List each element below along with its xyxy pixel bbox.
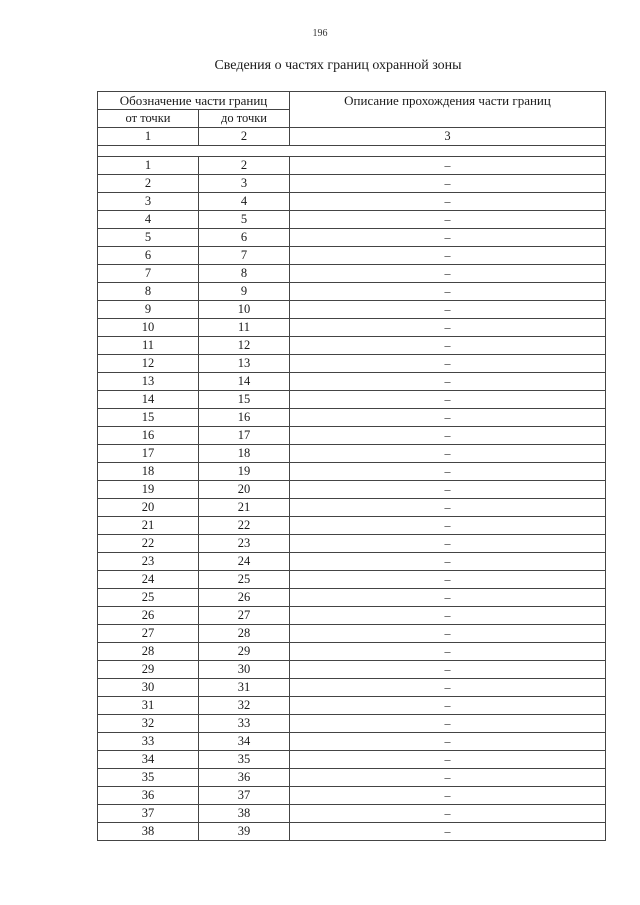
table-row bbox=[98, 733, 606, 751]
page-title: Сведения о частях границ охранной зоны bbox=[214, 58, 462, 73]
description-cell: – bbox=[290, 805, 606, 823]
table-row bbox=[98, 535, 606, 553]
to-point-cell: 32 bbox=[199, 697, 290, 715]
to-point-cell: 14 bbox=[199, 373, 290, 391]
to-point-cell: 31 bbox=[199, 679, 290, 697]
table-row bbox=[98, 823, 606, 841]
table-row bbox=[98, 607, 606, 625]
to-point-cell: 18 bbox=[199, 445, 290, 463]
description-cell: – bbox=[290, 319, 606, 337]
from-point-cell: 36 bbox=[98, 787, 199, 805]
table-row bbox=[98, 157, 606, 175]
table-row bbox=[98, 391, 606, 409]
from-point-cell: 23 bbox=[98, 553, 199, 571]
description-cell: – bbox=[290, 373, 606, 391]
to-point-cell: 16 bbox=[199, 409, 290, 427]
table-row bbox=[98, 301, 606, 319]
description-cell: – bbox=[290, 589, 606, 607]
table-row bbox=[98, 463, 606, 481]
to-point-cell: 28 bbox=[199, 625, 290, 643]
from-point-cell: 20 bbox=[98, 499, 199, 517]
from-point-cell: 2 bbox=[98, 175, 199, 193]
from-point-cell: 10 bbox=[98, 319, 199, 337]
to-point-cell: 8 bbox=[199, 265, 290, 283]
to-point-cell: 23 bbox=[199, 535, 290, 553]
description-cell: – bbox=[290, 337, 606, 355]
to-point-header: до точки bbox=[199, 110, 290, 128]
column-index-cell: 1 bbox=[98, 128, 199, 146]
description-cell: – bbox=[290, 481, 606, 499]
table-row bbox=[98, 571, 606, 589]
description-cell: – bbox=[290, 787, 606, 805]
to-point-cell: 24 bbox=[199, 553, 290, 571]
from-point-cell: 25 bbox=[98, 589, 199, 607]
to-point-cell: 21 bbox=[199, 499, 290, 517]
to-point-cell: 33 bbox=[199, 715, 290, 733]
from-point-cell: 33 bbox=[98, 733, 199, 751]
table-row bbox=[98, 517, 606, 535]
from-point-cell: 26 bbox=[98, 607, 199, 625]
table-row bbox=[98, 697, 606, 715]
description-cell: – bbox=[290, 607, 606, 625]
table-row bbox=[98, 643, 606, 661]
description-cell: – bbox=[290, 283, 606, 301]
description-cell: – bbox=[290, 643, 606, 661]
from-point-cell: 37 bbox=[98, 805, 199, 823]
from-point-cell: 6 bbox=[98, 247, 199, 265]
description-cell: – bbox=[290, 445, 606, 463]
table-row bbox=[98, 211, 606, 229]
to-point-cell: 9 bbox=[199, 283, 290, 301]
to-point-cell: 22 bbox=[199, 517, 290, 535]
from-point-cell: 18 bbox=[98, 463, 199, 481]
table-row bbox=[98, 283, 606, 301]
table-row bbox=[98, 553, 606, 571]
from-point-cell: 22 bbox=[98, 535, 199, 553]
boundary-designation-header: Обозначение части границ bbox=[98, 92, 290, 110]
from-point-cell: 1 bbox=[98, 157, 199, 175]
from-point-cell: 30 bbox=[98, 679, 199, 697]
description-cell: – bbox=[290, 427, 606, 445]
from-point-cell: 13 bbox=[98, 373, 199, 391]
to-point-cell: 12 bbox=[199, 337, 290, 355]
description-cell: – bbox=[290, 751, 606, 769]
description-cell: – bbox=[290, 499, 606, 517]
description-cell: – bbox=[290, 715, 606, 733]
table-row bbox=[98, 769, 606, 787]
from-point-cell: 16 bbox=[98, 427, 199, 445]
spacer-row bbox=[98, 146, 606, 157]
from-point-cell: 9 bbox=[98, 301, 199, 319]
table-row bbox=[98, 229, 606, 247]
from-point-cell: 3 bbox=[98, 193, 199, 211]
from-point-cell: 29 bbox=[98, 661, 199, 679]
table-row bbox=[98, 679, 606, 697]
to-point-cell: 35 bbox=[199, 751, 290, 769]
description-cell: – bbox=[290, 679, 606, 697]
to-point-cell: 2 bbox=[199, 157, 290, 175]
from-point-cell: 4 bbox=[98, 211, 199, 229]
description-cell: – bbox=[290, 211, 606, 229]
to-point-cell: 11 bbox=[199, 319, 290, 337]
boundaries-table bbox=[97, 91, 606, 841]
description-cell: – bbox=[290, 535, 606, 553]
table-row bbox=[98, 427, 606, 445]
description-cell: – bbox=[290, 157, 606, 175]
to-point-cell: 39 bbox=[199, 823, 290, 841]
description-cell: – bbox=[290, 301, 606, 319]
description-cell: – bbox=[290, 391, 606, 409]
from-point-cell: 32 bbox=[98, 715, 199, 733]
description-cell: – bbox=[290, 733, 606, 751]
table-row bbox=[98, 319, 606, 337]
to-point-cell: 17 bbox=[199, 427, 290, 445]
from-point-cell: 27 bbox=[98, 625, 199, 643]
from-point-cell: 35 bbox=[98, 769, 199, 787]
from-point-cell: 15 bbox=[98, 409, 199, 427]
table-row bbox=[98, 661, 606, 679]
description-cell: – bbox=[290, 571, 606, 589]
from-point-cell: 11 bbox=[98, 337, 199, 355]
from-point-cell: 8 bbox=[98, 283, 199, 301]
to-point-cell: 10 bbox=[199, 301, 290, 319]
to-point-cell: 20 bbox=[199, 481, 290, 499]
from-point-cell: 14 bbox=[98, 391, 199, 409]
table-row bbox=[98, 625, 606, 643]
table-row bbox=[98, 481, 606, 499]
from-point-cell: 21 bbox=[98, 517, 199, 535]
description-cell: – bbox=[290, 463, 606, 481]
to-point-cell: 34 bbox=[199, 733, 290, 751]
description-cell: – bbox=[290, 193, 606, 211]
from-point-cell: 38 bbox=[98, 823, 199, 841]
page-number: 196 bbox=[312, 28, 328, 39]
table-row bbox=[98, 787, 606, 805]
from-point-cell: 7 bbox=[98, 265, 199, 283]
table-row bbox=[98, 373, 606, 391]
table-row bbox=[98, 409, 606, 427]
description-cell: – bbox=[290, 823, 606, 841]
to-point-cell: 25 bbox=[199, 571, 290, 589]
to-point-cell: 38 bbox=[199, 805, 290, 823]
spacer-cell bbox=[98, 146, 606, 157]
from-point-cell: 24 bbox=[98, 571, 199, 589]
from-point-cell: 19 bbox=[98, 481, 199, 499]
table-row bbox=[98, 175, 606, 193]
table-row bbox=[98, 265, 606, 283]
from-point-header: от точки bbox=[98, 110, 199, 128]
to-point-cell: 26 bbox=[199, 589, 290, 607]
table-row bbox=[98, 589, 606, 607]
column-index-cell: 3 bbox=[290, 128, 606, 146]
column-index-cell: 2 bbox=[199, 128, 290, 146]
header-row-top bbox=[98, 92, 606, 110]
to-point-cell: 3 bbox=[199, 175, 290, 193]
from-point-cell: 17 bbox=[98, 445, 199, 463]
description-cell: – bbox=[290, 175, 606, 193]
description-cell: – bbox=[290, 265, 606, 283]
description-cell: – bbox=[290, 355, 606, 373]
table-row bbox=[98, 337, 606, 355]
to-point-cell: 7 bbox=[199, 247, 290, 265]
description-cell: – bbox=[290, 697, 606, 715]
to-point-cell: 27 bbox=[199, 607, 290, 625]
description-cell: – bbox=[290, 661, 606, 679]
to-point-cell: 37 bbox=[199, 787, 290, 805]
to-point-cell: 15 bbox=[199, 391, 290, 409]
table-row bbox=[98, 805, 606, 823]
table-row bbox=[98, 445, 606, 463]
from-point-cell: 28 bbox=[98, 643, 199, 661]
table-row bbox=[98, 499, 606, 517]
to-point-cell: 30 bbox=[199, 661, 290, 679]
from-point-cell: 31 bbox=[98, 697, 199, 715]
from-point-cell: 34 bbox=[98, 751, 199, 769]
to-point-cell: 6 bbox=[199, 229, 290, 247]
description-cell: – bbox=[290, 625, 606, 643]
to-point-cell: 36 bbox=[199, 769, 290, 787]
description-cell: – bbox=[290, 553, 606, 571]
description-cell: – bbox=[290, 247, 606, 265]
table-row bbox=[98, 355, 606, 373]
description-cell: – bbox=[290, 769, 606, 787]
description-cell: – bbox=[290, 229, 606, 247]
to-point-cell: 29 bbox=[199, 643, 290, 661]
to-point-cell: 5 bbox=[199, 211, 290, 229]
description-cell: – bbox=[290, 409, 606, 427]
from-point-cell: 12 bbox=[98, 355, 199, 373]
table-row bbox=[98, 751, 606, 769]
table-row bbox=[98, 247, 606, 265]
from-point-cell: 5 bbox=[98, 229, 199, 247]
column-index-row bbox=[98, 128, 606, 146]
table-row bbox=[98, 715, 606, 733]
description-header: Описание прохождения части границ bbox=[290, 92, 606, 128]
table-row bbox=[98, 193, 606, 211]
to-point-cell: 19 bbox=[199, 463, 290, 481]
to-point-cell: 13 bbox=[199, 355, 290, 373]
to-point-cell: 4 bbox=[199, 193, 290, 211]
description-cell: – bbox=[290, 517, 606, 535]
